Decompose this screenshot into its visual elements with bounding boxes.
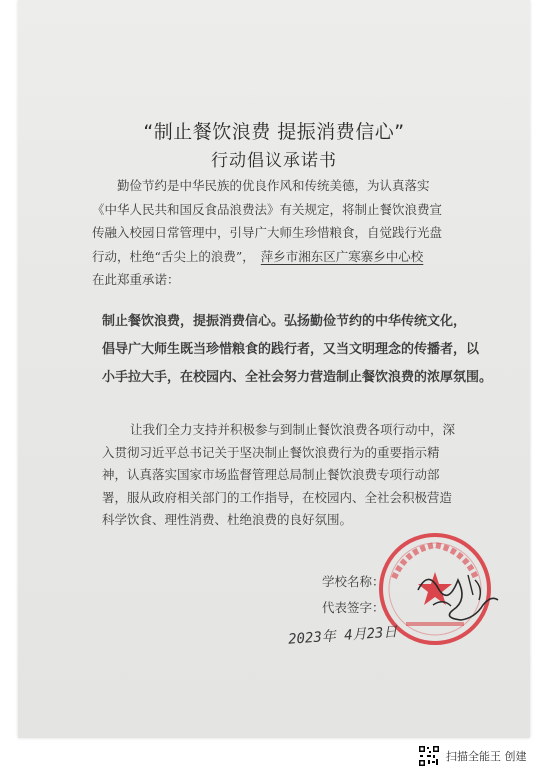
intro-line: 勤俭节约是中华民族的优良作风和传统美德，为认真落实 <box>117 178 430 193</box>
action-line: 科学饮食、理性消费、杜绝浪费的良好氛围。 <box>102 512 353 527</box>
document-page <box>18 0 530 738</box>
action-line: 让我们全力支持并积极参与到制止餐饮浪费各项行动中，深 <box>130 422 456 437</box>
action-line: 署，服从政府相关部门的工作指导，在校园内、全社会积极营造 <box>102 489 453 505</box>
handwritten-signature <box>413 560 503 630</box>
scanner-watermark <box>418 744 527 768</box>
intro-line: 传融入校园日常管理中，引导广大师生珍惜粮食，自觉践行光盘 <box>92 225 443 240</box>
intro-line <box>92 245 472 269</box>
action-line: 神，认真落实国家市场监督管理总局制止餐饮浪费专项行动部 <box>102 467 440 482</box>
school-name-label: 学校名称： <box>322 574 385 589</box>
pledge-paragraph <box>102 308 502 392</box>
document-subtitle: 行动倡议承诺书 <box>211 151 337 171</box>
signing-date: 2023年 4月23日 <box>287 624 398 648</box>
qr-code-icon <box>418 745 440 767</box>
document-title: “制止餐饮浪费 提振消费信心” <box>143 121 405 143</box>
representative-label: 代表签字： <box>322 600 385 615</box>
action-line: 入贯彻习近平总书记关于坚决制止餐饮浪费行为的重要指示精 <box>102 444 440 460</box>
intro-paragraph <box>92 174 472 292</box>
school-name-text: 萍乡市湘东区广寒寨乡中心校 <box>260 248 424 264</box>
pledge-line: 倡导广大师生既当珍惜粮食的践行者，又当文明理念的传播者，以 <box>102 342 480 357</box>
action-paragraph <box>102 419 502 532</box>
pledge-line: 小手拉大手，在校园内、全社会努力营造制止餐饮浪费的浓厚氛围。 <box>102 370 493 385</box>
intro-line: 《中华人民共和国反食品浪费法》有关规定，将制止餐饮浪费宣 <box>92 201 443 217</box>
pledge-line: 制止餐饮浪费，提振消费信心。弘扬勤俭节约的中华传统文化， <box>102 314 467 329</box>
intro-line-text: 行动，杜绝“舌尖上的浪费”， <box>92 248 255 264</box>
watermark-text: 扫描全能王 创建 <box>446 750 527 763</box>
intro-line: 在此郑重承诺： <box>92 272 180 287</box>
